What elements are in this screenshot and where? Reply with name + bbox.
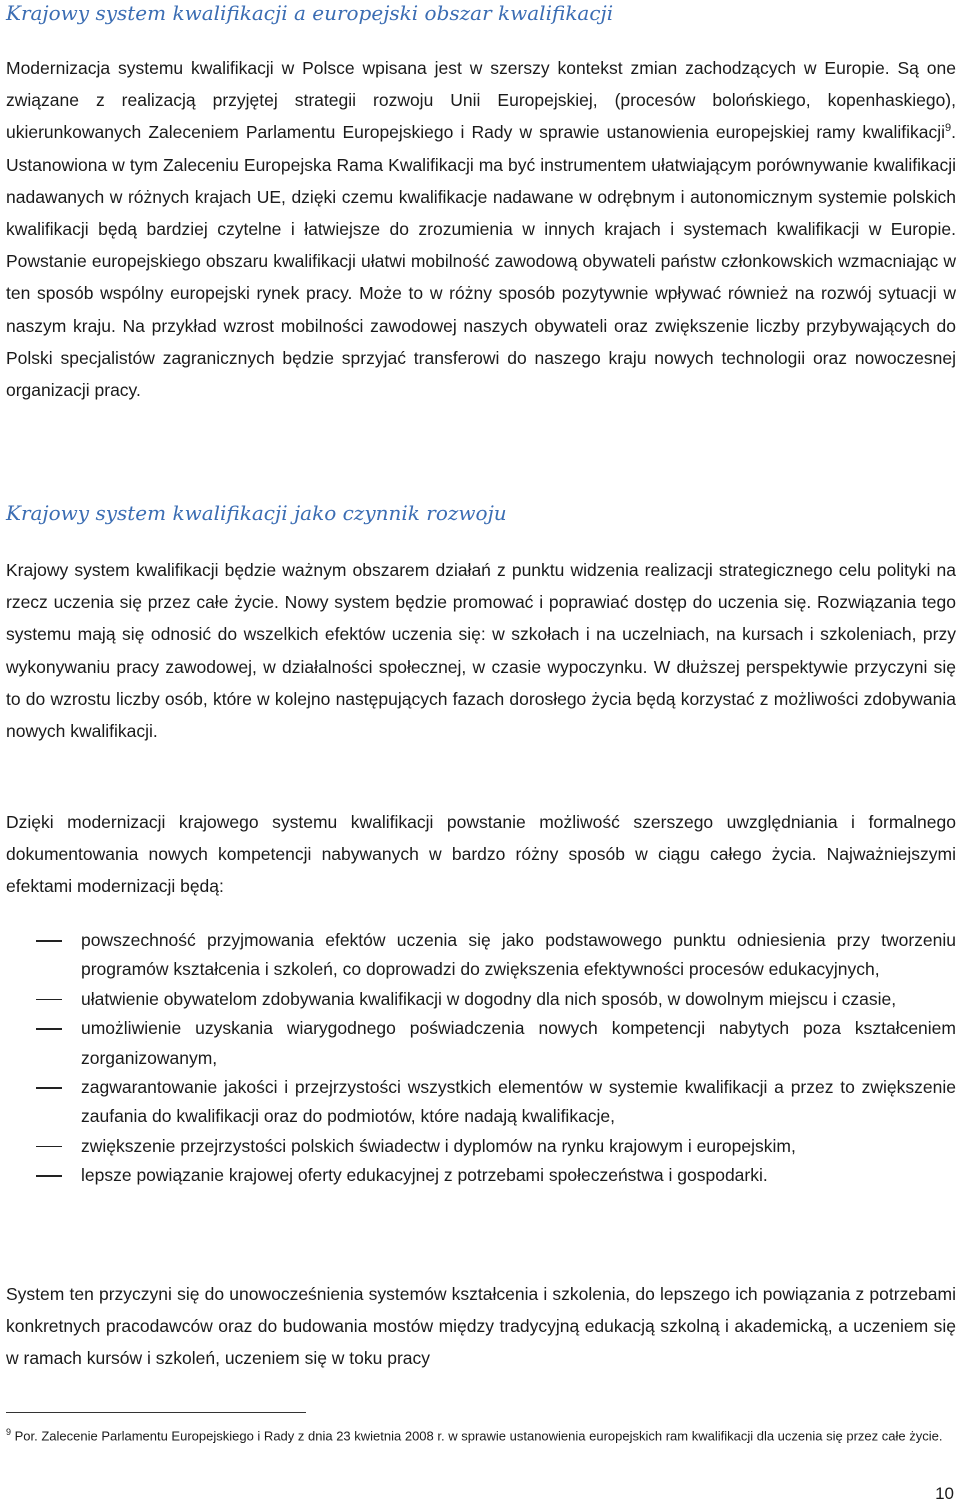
footnote-reference[interactable]: 9: [945, 122, 952, 135]
section-heading-development: Krajowy system kwalifikacji jako czynnik rozwoju: [6, 501, 507, 525]
paragraph-modernization-part2: . Ustanowiona w tym Zaleceniu Europejska Rama Kwalifikacji ma być instrumentem ułatwiającym porównywanie kwalifikacji nadawanych w różnych krajach UE, dzięki czemu kwalifikacje nadawane w odrębnym i autonomicznym systemie polskich kwalifikacji będą bardziej czytelne i łatwiejsze do zrozumienia w innych krajach i systemach kwalifikacji w Europie. Powstanie europejskiego obszaru kwalifikacji ułatwi mobilność zawodową obywateli państw członkowskich wzmacniając w ten sposób wspólny europejski rynek pracy. Może to w różny sposób pozytywnie wpływać również na rozwój sytuacji w naszym kraju. Na przykład wzrost mobilności zawodowej naszych obywateli oraz zwiększenie liczby przybywających do Polski specjalistów zagranicznych będzie sprzyjać transferowi do naszego kraju nowych technologii oraz nowoczesnej organizacji pracy.: [6, 122, 956, 401]
dash-bullet-icon: [36, 940, 62, 942]
list-item: umożliwienie uzyskania wiarygodnego poświadczenia nowych kompetencji nabytych poza kształceniem zorganizowanym,: [6, 1014, 956, 1073]
section-heading-eqf: Krajowy system kwalifikacji a europejski obszar kwalifikacji: [6, 1, 614, 25]
list-item: ułatwienie obywatelom zdobywania kwalifikacji w dogodny dla nich sposób, w dowolnym miejscu i czasie,: [6, 985, 956, 1014]
effects-list: [6, 926, 956, 1191]
list-item: lepsze powiązanie krajowej oferty edukacyjnej z potrzebami społeczeństwa i gospodarki.: [6, 1161, 956, 1190]
list-item: zagwarantowanie jakości i przejrzystości wszystkich elementów w systemie kwalifikacji a przez to zwiększenie zaufania do kwalifikacji oraz do podmiotów, które nadają kwalifikacje,: [6, 1073, 956, 1132]
dash-bullet-icon: [36, 1146, 62, 1148]
dash-bullet-icon: [36, 1087, 62, 1089]
dash-bullet-icon: [36, 1175, 62, 1177]
dash-bullet-icon: [36, 999, 62, 1001]
list-item: powszechność przyjmowania efektów uczenia się jako podstawowego punktu odniesienia przy tworzeniu programów kształcenia i szkoleń, co doprowadzi do zwiększenia efektywności procesów edukacyjnych,: [6, 926, 956, 985]
page-number: 10: [935, 1484, 954, 1503]
list-item: zwiększenie przejrzystości polskich świadectw i dyplomów na rynku krajowym i europejskim,: [6, 1132, 956, 1161]
paragraph-lifelong-learning: Krajowy system kwalifikacji będzie ważnym obszarem działań z punktu widzenia realizacji strategicznego celu polityki na rzecz uczenia się przez całe życie. Nowy system będzie promować i poprawiać dostęp do uczenia się. Rozwiązania tego systemu mają się odnosić do wszelkich efektów uczenia się: w szkołach i na uczelniach, na kursach i szkoleniach, przy wykonywaniu pracy zawodowej, w działalności społecznej, w czasie wypoczynku. W dłuższej perspektywie przyczyni się to do wzrostu liczby osób, które w kolejno następujących fazach dorosłego życia będą korzystać z możliwości zdobywania nowych kwalifikacji.: [6, 560, 956, 742]
footnote-separator: [6, 1412, 306, 1413]
dash-bullet-icon: [36, 1028, 62, 1030]
footnote-number: 9: [6, 1427, 12, 1437]
footnote: [6, 1420, 956, 1448]
paragraph-effects-intro: Dzięki modernizacji krajowego systemu kwalifikacji powstanie możliwość szerszego uwzględniania i formalnego dokumentowania nowych kompetencji nabywanych w bardzo różny sposób w ciągu całego życia. Najważniejszymi efektami modernizacji będą:: [6, 812, 956, 897]
paragraph-modernization: [6, 52, 956, 406]
paragraph-system-modernization: System ten przyczyni się do unowocześnienia systemów kształcenia i szkolenia, do lepszego ich powiązania z potrzebami konkretnych pracodawców oraz do budowania mostów między tradycyjną edukacją szkolną i akademicką, a uczeniem się w ramach kursów i szkoleń, uczeniem się w toku pracy: [6, 1284, 956, 1369]
paragraph-modernization-part1: Modernizacja systemu kwalifikacji w Polsce wpisana jest w szerszy kontekst zmian zachodzących w Europie. Są one związane z realizacją przyjętej strategii rozwoju Unii Europejskiej, (procesów bolońskiego, kopenhaskiego), ukierunkowanych Zaleceniem Parlamentu Europejskiego i Rady w sprawie ustanowienia europejskiej ramy kwalifikacji: [6, 58, 956, 143]
footnote-text: Por. Zalecenie Parlamentu Europejskiego i Rady z dnia 23 kwietnia 2008 r. w sprawie ustanowienia europejskich ram kwalifikacji dla uczenia się przez całe życie.: [11, 1428, 943, 1444]
